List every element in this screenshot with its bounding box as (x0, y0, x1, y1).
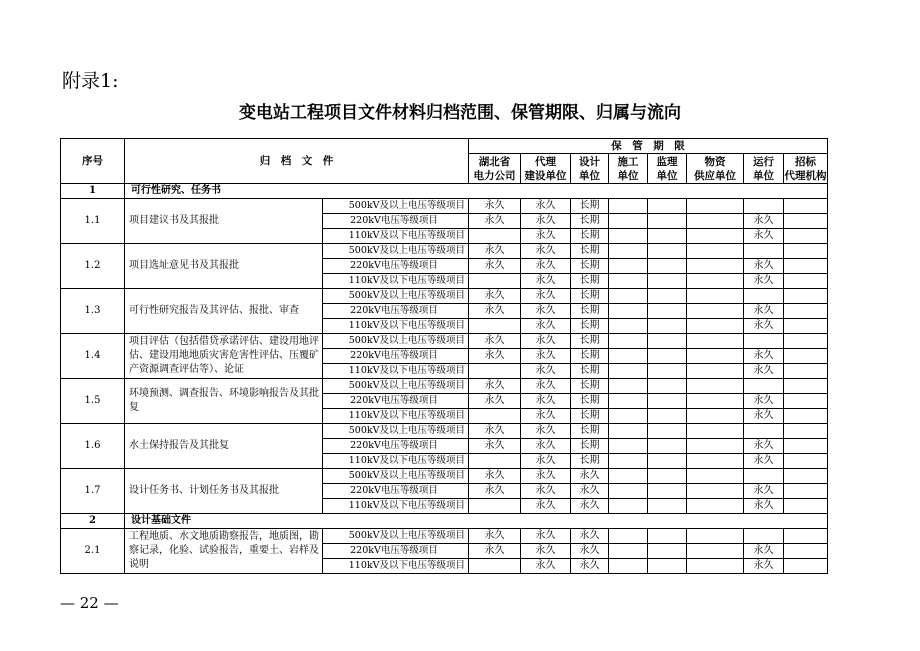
retention-cell: 永久 (744, 394, 784, 409)
section-number: 2 (61, 514, 125, 529)
voltage-level: 500kV及以上电压等级项目 (323, 244, 469, 259)
retention-cell: 永久 (744, 304, 784, 319)
section-title: 设计基础文件 (125, 514, 828, 529)
retention-cell (648, 244, 687, 259)
retention-cell: 永久 (521, 394, 571, 409)
voltage-level: 500kV及以上电压等级项目 (323, 529, 469, 544)
retention-cell (784, 409, 828, 424)
retention-cell: 长期 (571, 394, 609, 409)
retention-cell (648, 379, 687, 394)
retention-cell (648, 484, 687, 499)
retention-cell (469, 499, 521, 514)
retention-cell (609, 214, 648, 229)
retention-cell (609, 364, 648, 379)
retention-cell (648, 544, 687, 559)
retention-cell: 长期 (571, 409, 609, 424)
retention-cell: 长期 (571, 259, 609, 274)
retention-cell (687, 229, 744, 244)
col-header-line: 供应单位 (694, 169, 736, 182)
retention-cell: 永久 (744, 274, 784, 289)
retention-cell (609, 424, 648, 439)
retention-cell (609, 319, 648, 334)
retention-cell: 永久 (521, 229, 571, 244)
retention-cell: 永久 (744, 544, 784, 559)
table-row (61, 379, 828, 394)
retention-cell (687, 469, 744, 484)
retention-cell: 长期 (571, 334, 609, 349)
retention-cell: 永久 (521, 364, 571, 379)
retention-cell: 永久 (521, 289, 571, 304)
retention-cell (469, 559, 521, 574)
retention-cell (609, 439, 648, 454)
retention-cell (609, 199, 648, 214)
retention-cell: 永久 (521, 319, 571, 334)
retention-cell (687, 409, 744, 424)
voltage-level: 500kV及以上电压等级项目 (323, 334, 469, 349)
retention-cell (687, 274, 744, 289)
retention-cell: 永久 (469, 424, 521, 439)
table-header (61, 139, 828, 184)
retention-cell: 长期 (571, 349, 609, 364)
retention-cell (784, 304, 828, 319)
retention-cell (648, 289, 687, 304)
retention-cell (687, 199, 744, 214)
retention-cell: 永久 (469, 529, 521, 544)
col-header-line: 施工 (617, 155, 639, 168)
retention-cell (648, 334, 687, 349)
retention-cell (609, 274, 648, 289)
retention-cell (609, 469, 648, 484)
voltage-level: 110kV及以下电压等级项目 (323, 559, 469, 574)
retention-cell (687, 364, 744, 379)
retention-cell (648, 529, 687, 544)
retention-cell: 永久 (571, 469, 609, 484)
col-header-7 (784, 154, 828, 184)
col-header-6 (744, 154, 784, 184)
retention-cell (609, 529, 648, 544)
retention-cell (469, 274, 521, 289)
retention-cell (648, 559, 687, 574)
retention-cell: 永久 (744, 499, 784, 514)
retention-cell (687, 439, 744, 454)
table-row (61, 529, 828, 544)
col-header-line: 电力公司 (473, 169, 516, 182)
retention-cell: 永久 (521, 424, 571, 439)
retention-cell (744, 424, 784, 439)
retention-cell (469, 454, 521, 469)
retention-cell: 永久 (469, 304, 521, 319)
section-row (61, 184, 828, 199)
col-header-0 (469, 154, 521, 184)
col-header-4 (648, 154, 687, 184)
retention-cell: 永久 (521, 544, 571, 559)
col-header-line: 运行 (753, 155, 774, 168)
voltage-level: 220kV电压等级项目 (323, 484, 469, 499)
table-row (61, 289, 828, 304)
retention-cell: 永久 (744, 349, 784, 364)
retention-cell: 长期 (571, 199, 609, 214)
retention-cell: 长期 (571, 364, 609, 379)
section-row (61, 514, 828, 529)
voltage-level: 110kV及以下电压等级项目 (323, 499, 469, 514)
retention-cell (687, 499, 744, 514)
item-name: 项目建议书及其报批 (125, 199, 323, 244)
table-row (61, 469, 828, 484)
retention-cell: 永久 (521, 199, 571, 214)
retention-cell (648, 409, 687, 424)
retention-cell (744, 469, 784, 484)
retention-cell (469, 319, 521, 334)
retention-cell (648, 214, 687, 229)
retention-cell (687, 289, 744, 304)
retention-cell: 永久 (469, 334, 521, 349)
retention-cell: 永久 (521, 379, 571, 394)
retention-cell (648, 229, 687, 244)
retention-cell (784, 199, 828, 214)
retention-cell: 永久 (571, 544, 609, 559)
retention-cell: 永久 (469, 259, 521, 274)
retention-cell: 永久 (521, 454, 571, 469)
retention-cell: 永久 (744, 454, 784, 469)
retention-cell (687, 424, 744, 439)
item-name: 项目评估（包括借贷承诺评估、建设用地评估、建设用地地质灾害危害性评估、压覆矿产资源调查评估等）、论证 (125, 334, 323, 379)
retention-cell: 永久 (744, 439, 784, 454)
retention-cell: 长期 (571, 214, 609, 229)
retention-cell: 永久 (744, 229, 784, 244)
voltage-level: 220kV电压等级项目 (323, 259, 469, 274)
retention-cell: 永久 (469, 199, 521, 214)
retention-cell: 长期 (571, 229, 609, 244)
retention-cell (784, 424, 828, 439)
item-number: 1.6 (61, 424, 125, 469)
section-number: 1 (61, 184, 125, 199)
col-header-line: 湖北省 (478, 155, 511, 168)
retention-cell: 永久 (469, 379, 521, 394)
retention-cell: 永久 (521, 214, 571, 229)
retention-cell (648, 199, 687, 214)
voltage-level: 500kV及以上电压等级项目 (323, 424, 469, 439)
col-header-line: 监理 (656, 155, 678, 168)
retention-cell (609, 454, 648, 469)
retention-cell (609, 394, 648, 409)
retention-cell (687, 244, 744, 259)
col-header-line: 招标 (795, 155, 816, 168)
retention-cell (609, 379, 648, 394)
retention-cell (784, 484, 828, 499)
retention-cell (687, 304, 744, 319)
retention-cell (784, 229, 828, 244)
retention-cell: 永久 (521, 559, 571, 574)
retention-cell: 永久 (469, 349, 521, 364)
retention-cell (687, 529, 744, 544)
voltage-level: 500kV及以上电压等级项目 (323, 379, 469, 394)
retention-cell: 永久 (521, 484, 571, 499)
item-number: 1.5 (61, 379, 125, 424)
retention-cell: 永久 (469, 484, 521, 499)
retention-header: 保 管 期 限 (469, 139, 828, 154)
col-header-line: 建设单位 (524, 169, 567, 182)
voltage-level: 110kV及以下电压等级项目 (323, 364, 469, 379)
retention-cell (744, 289, 784, 304)
item-number: 1.4 (61, 334, 125, 379)
retention-cell (609, 484, 648, 499)
retention-cell (609, 244, 648, 259)
retention-cell (648, 454, 687, 469)
retention-cell: 永久 (744, 214, 784, 229)
archive-table (60, 138, 828, 574)
retention-cell: 长期 (571, 274, 609, 289)
retention-cell: 永久 (469, 439, 521, 454)
retention-cell: 永久 (744, 364, 784, 379)
retention-cell (784, 394, 828, 409)
retention-cell (648, 394, 687, 409)
retention-cell: 永久 (521, 499, 571, 514)
retention-cell: 永久 (744, 559, 784, 574)
item-number: 1.7 (61, 469, 125, 514)
col-header-line: 单位 (617, 169, 639, 182)
table-row (61, 199, 828, 214)
retention-cell: 永久 (521, 349, 571, 364)
retention-cell (687, 394, 744, 409)
retention-cell: 永久 (571, 529, 609, 544)
retention-cell (609, 289, 648, 304)
retention-cell (784, 499, 828, 514)
retention-cell: 永久 (521, 469, 571, 484)
retention-cell: 永久 (469, 469, 521, 484)
retention-cell: 永久 (469, 394, 521, 409)
retention-cell: 永久 (469, 214, 521, 229)
retention-cell (784, 379, 828, 394)
retention-cell (687, 334, 744, 349)
retention-cell: 永久 (521, 439, 571, 454)
appendix-label: 附录1: (62, 70, 119, 92)
voltage-level: 110kV及以下电压等级项目 (323, 409, 469, 424)
col-header-1 (521, 154, 571, 184)
retention-cell: 永久 (469, 244, 521, 259)
item-name: 水土保持报告及其批复 (125, 424, 323, 469)
retention-cell (687, 214, 744, 229)
retention-cell: 长期 (571, 289, 609, 304)
retention-cell: 永久 (744, 259, 784, 274)
retention-cell (784, 364, 828, 379)
retention-cell (784, 349, 828, 364)
retention-cell (784, 439, 828, 454)
retention-cell (784, 274, 828, 289)
retention-cell (609, 409, 648, 424)
voltage-level: 220kV电压等级项目 (323, 214, 469, 229)
col-header-2 (571, 154, 609, 184)
voltage-level: 110kV及以下电压等级项目 (323, 319, 469, 334)
retention-cell (784, 214, 828, 229)
item-name: 工程地质、水文地质勘察报告，地质图，勘察记录，化验、试验报告，重要土、岩样及说明 (125, 529, 323, 574)
retention-cell: 长期 (571, 244, 609, 259)
col-header-line: 单位 (656, 169, 678, 182)
col-header-line: 代理 (535, 155, 556, 168)
retention-cell (784, 469, 828, 484)
retention-cell: 永久 (521, 409, 571, 424)
retention-cell (687, 544, 744, 559)
retention-cell (687, 484, 744, 499)
retention-cell (648, 259, 687, 274)
retention-cell: 永久 (744, 409, 784, 424)
retention-cell: 长期 (571, 439, 609, 454)
voltage-level: 500kV及以上电压等级项目 (323, 289, 469, 304)
retention-cell (648, 349, 687, 364)
retention-cell: 永久 (571, 559, 609, 574)
retention-cell (648, 364, 687, 379)
retention-cell (744, 199, 784, 214)
retention-cell (648, 439, 687, 454)
col-header-line: 代理机构 (784, 169, 827, 182)
voltage-level: 220kV电压等级项目 (323, 349, 469, 364)
voltage-level: 110kV及以下电压等级项目 (323, 229, 469, 244)
retention-cell (469, 229, 521, 244)
voltage-level: 220kV电压等级项目 (323, 544, 469, 559)
item-number: 2.1 (61, 529, 125, 574)
col-header-5 (687, 154, 744, 184)
retention-cell (469, 364, 521, 379)
retention-cell (744, 379, 784, 394)
retention-cell (784, 259, 828, 274)
item-name: 环境预测、调查报告、环境影响报告及其批复 (125, 379, 323, 424)
retention-cell: 永久 (521, 259, 571, 274)
retention-cell: 长期 (571, 319, 609, 334)
item-number: 1.1 (61, 199, 125, 244)
table-row (61, 334, 828, 349)
retention-cell (784, 289, 828, 304)
retention-cell (648, 499, 687, 514)
retention-cell: 永久 (521, 529, 571, 544)
retention-cell (609, 259, 648, 274)
retention-cell: 永久 (521, 244, 571, 259)
retention-cell: 永久 (571, 499, 609, 514)
retention-cell (609, 499, 648, 514)
retention-cell: 永久 (521, 304, 571, 319)
retention-cell (687, 454, 744, 469)
page-number: — 22 — (60, 594, 119, 612)
retention-cell (648, 319, 687, 334)
retention-cell (744, 244, 784, 259)
retention-cell (784, 559, 828, 574)
item-number: 1.3 (61, 289, 125, 334)
retention-cell: 长期 (571, 454, 609, 469)
retention-cell: 永久 (744, 484, 784, 499)
col-header-3 (609, 154, 648, 184)
table-row (61, 424, 828, 439)
retention-cell (784, 244, 828, 259)
retention-cell (609, 304, 648, 319)
retention-cell: 长期 (571, 379, 609, 394)
table-row (61, 244, 828, 259)
retention-cell (687, 259, 744, 274)
retention-cell: 永久 (521, 274, 571, 289)
retention-cell (648, 424, 687, 439)
voltage-level: 110kV及以下电压等级项目 (323, 454, 469, 469)
item-name: 项目选址意见书及其报批 (125, 244, 323, 289)
voltage-level: 110kV及以下电压等级项目 (323, 274, 469, 289)
section-title: 可行性研究、任务书 (125, 184, 828, 199)
retention-cell (687, 349, 744, 364)
item-name: 设计任务书、计划任务书及其报批 (125, 469, 323, 514)
item-name: 可行性研究报告及其评估、报批、审查 (125, 289, 323, 334)
retention-cell (609, 559, 648, 574)
retention-cell: 永久 (469, 289, 521, 304)
retention-cell (609, 349, 648, 364)
retention-cell (784, 334, 828, 349)
retention-cell: 长期 (571, 424, 609, 439)
voltage-level: 220kV电压等级项目 (323, 304, 469, 319)
retention-cell (744, 529, 784, 544)
retention-cell (784, 454, 828, 469)
retention-cell (609, 334, 648, 349)
file-header: 归 档 文 件 (125, 139, 469, 184)
col-header-line: 单位 (753, 169, 774, 182)
voltage-level: 500kV及以上电压等级项目 (323, 199, 469, 214)
retention-cell (687, 319, 744, 334)
retention-cell (648, 304, 687, 319)
document-title: 变电站工程项目文件材料归档范围、保管期限、归属与流向 (239, 103, 681, 123)
retention-cell (648, 274, 687, 289)
retention-cell (609, 229, 648, 244)
retention-cell: 永久 (469, 544, 521, 559)
table-body (61, 184, 828, 574)
retention-cell (784, 319, 828, 334)
col-header-line: 单位 (579, 169, 600, 182)
retention-cell (744, 334, 784, 349)
retention-cell (609, 544, 648, 559)
voltage-level: 220kV电压等级项目 (323, 394, 469, 409)
voltage-level: 500kV及以上电压等级项目 (323, 469, 469, 484)
retention-cell (784, 529, 828, 544)
col-header-line: 设计 (579, 155, 600, 168)
voltage-level: 220kV电压等级项目 (323, 439, 469, 454)
retention-cell: 永久 (571, 484, 609, 499)
seq-header: 序号 (61, 139, 125, 184)
retention-cell (469, 409, 521, 424)
col-header-line: 物资 (704, 155, 726, 168)
retention-cell (784, 544, 828, 559)
retention-cell: 长期 (571, 304, 609, 319)
retention-cell: 永久 (521, 334, 571, 349)
retention-cell (687, 379, 744, 394)
item-number: 1.2 (61, 244, 125, 289)
retention-cell: 永久 (744, 319, 784, 334)
retention-cell (648, 469, 687, 484)
retention-cell (687, 559, 744, 574)
